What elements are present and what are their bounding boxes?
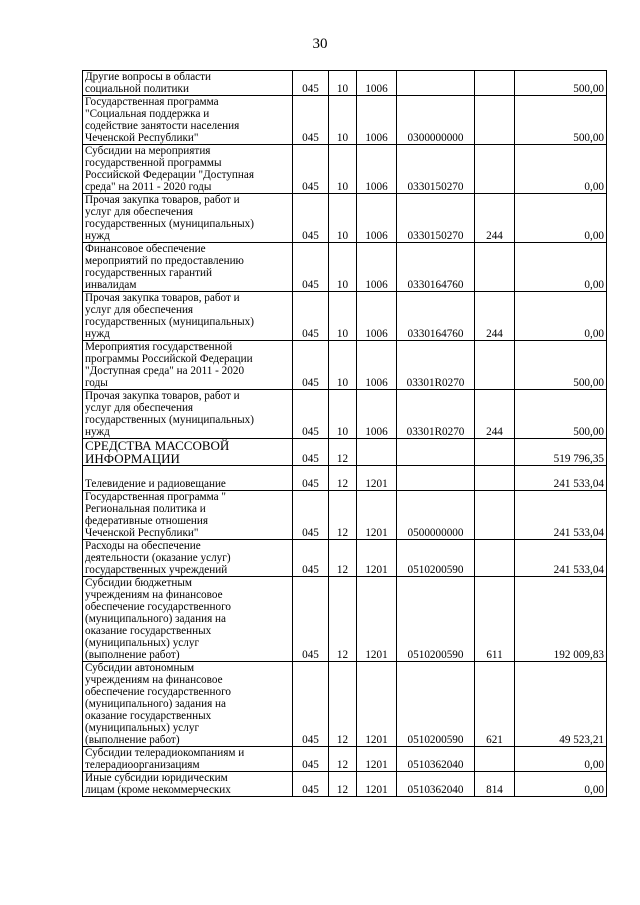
row-gr-cell: 045 [293, 662, 329, 747]
row-cs-cell: 03301R0270 [397, 390, 475, 439]
row-name-cell: Иные субсидии юридическим лицам (кроме некоммерческих [83, 772, 293, 797]
row-vr-cell: 814 [475, 772, 515, 797]
row-rz-cell: 12 [329, 772, 357, 797]
row-sum-cell: 0,00 [515, 772, 607, 797]
row-pr-cell: 1201 [357, 772, 397, 797]
row-vr-cell [475, 96, 515, 145]
row-vr-cell [475, 466, 515, 491]
row-cs-cell: 0330150270 [397, 145, 475, 194]
row-vr-cell [475, 243, 515, 292]
row-cs-cell: 0300000000 [397, 96, 475, 145]
row-sum-cell: 241 533,04 [515, 491, 607, 540]
row-sum-cell: 500,00 [515, 341, 607, 390]
row-rz-cell: 12 [329, 577, 357, 662]
row-cs-cell: 0510200590 [397, 662, 475, 747]
table-row [83, 96, 607, 145]
row-pr-cell: 1201 [357, 662, 397, 747]
row-gr-cell: 045 [293, 491, 329, 540]
row-cs-cell: 0500000000 [397, 491, 475, 540]
row-vr-cell [475, 71, 515, 96]
table-row [83, 439, 607, 466]
row-sum-cell: 192 009,83 [515, 577, 607, 662]
row-name-cell: СРЕДСТВА МАССОВОЙ ИНФОРМАЦИИ [83, 439, 293, 466]
row-vr-cell [475, 439, 515, 466]
row-gr-cell: 045 [293, 577, 329, 662]
row-gr-cell: 045 [293, 194, 329, 243]
row-vr-cell [475, 341, 515, 390]
row-gr-cell: 045 [293, 145, 329, 194]
row-gr-cell: 045 [293, 439, 329, 466]
row-pr-cell: 1006 [357, 145, 397, 194]
row-cs-cell: 0510362040 [397, 747, 475, 772]
table-row [83, 466, 607, 491]
row-name-cell: Телевидение и радиовещание [83, 466, 293, 491]
table-row [83, 390, 607, 439]
row-pr-cell: 1006 [357, 390, 397, 439]
row-sum-cell: 0,00 [515, 747, 607, 772]
row-sum-cell: 500,00 [515, 390, 607, 439]
row-pr-cell: 1006 [357, 243, 397, 292]
row-pr-cell: 1006 [357, 194, 397, 243]
row-pr-cell: 1201 [357, 540, 397, 577]
row-vr-cell: 244 [475, 292, 515, 341]
row-gr-cell: 045 [293, 292, 329, 341]
row-name-cell: Государственная программа "Социальная поддержка и содействие занятости населения Чеченской Республики" [83, 96, 293, 145]
page-number: 30 [312, 36, 328, 52]
row-cs-cell: 0510200590 [397, 577, 475, 662]
row-vr-cell [475, 747, 515, 772]
row-gr-cell: 045 [293, 540, 329, 577]
row-gr-cell: 045 [293, 71, 329, 96]
row-rz-cell: 10 [329, 341, 357, 390]
row-rz-cell: 10 [329, 292, 357, 341]
row-cs-cell [397, 71, 475, 96]
row-vr-cell [475, 145, 515, 194]
row-pr-cell: 1006 [357, 96, 397, 145]
row-name-cell: Прочая закупка товаров, работ и услуг для обеспечения государственных (муниципальных) нужд [83, 390, 293, 439]
row-pr-cell: 1201 [357, 466, 397, 491]
row-name-cell: Субсидии бюджетным учреждениям на финансовое обеспечение государственного (муниципального) задания на оказание государственных (муниципальных) услуг (выполнение работ) [83, 577, 293, 662]
row-rz-cell: 12 [329, 466, 357, 491]
table-row [83, 747, 607, 772]
table-row [83, 292, 607, 341]
row-pr-cell: 1201 [357, 577, 397, 662]
row-pr-cell: 1201 [357, 747, 397, 772]
row-name-cell: Субсидии на мероприятия государственной программы Российской Федерации "Доступная среда" на 2011 - 2020 годы [83, 145, 293, 194]
row-sum-cell: 241 533,04 [515, 540, 607, 577]
row-rz-cell: 12 [329, 662, 357, 747]
row-gr-cell: 045 [293, 747, 329, 772]
table-row [83, 772, 607, 797]
row-gr-cell: 045 [293, 466, 329, 491]
row-cs-cell: 0330164760 [397, 292, 475, 341]
table-row [83, 145, 607, 194]
table-row [83, 341, 607, 390]
row-pr-cell: 1201 [357, 491, 397, 540]
row-sum-cell: 241 533,04 [515, 466, 607, 491]
row-sum-cell: 0,00 [515, 292, 607, 341]
row-rz-cell: 12 [329, 491, 357, 540]
row-vr-cell: 244 [475, 194, 515, 243]
row-pr-cell: 1006 [357, 341, 397, 390]
table-row [83, 194, 607, 243]
table-row [83, 71, 607, 96]
row-cs-cell [397, 466, 475, 491]
row-sum-cell: 519 796,35 [515, 439, 607, 466]
row-name-cell: Прочая закупка товаров, работ и услуг для обеспечения государственных (муниципальных) нужд [83, 292, 293, 341]
budget-table-body [83, 71, 607, 797]
row-sum-cell: 0,00 [515, 145, 607, 194]
row-name-cell: Государственная программа " Региональная политика и федеративные отношения Чеченской Республики" [83, 491, 293, 540]
row-gr-cell: 045 [293, 243, 329, 292]
row-cs-cell: 0510362040 [397, 772, 475, 797]
table-row [83, 491, 607, 540]
row-pr-cell: 1006 [357, 71, 397, 96]
table-row [83, 577, 607, 662]
row-pr-cell [357, 439, 397, 466]
table-row [83, 540, 607, 577]
row-name-cell: Субсидии телерадиокомпаниям и телерадиоорганизациям [83, 747, 293, 772]
row-cs-cell: 0510200590 [397, 540, 475, 577]
row-sum-cell: 500,00 [515, 96, 607, 145]
row-vr-cell: 611 [475, 577, 515, 662]
row-rz-cell: 10 [329, 194, 357, 243]
row-vr-cell: 621 [475, 662, 515, 747]
row-vr-cell: 244 [475, 390, 515, 439]
row-name-cell: Мероприятия государственной программы Российской Федерации "Доступная среда" на 2011 - 2020 годы [83, 341, 293, 390]
row-rz-cell: 10 [329, 96, 357, 145]
row-sum-cell: 500,00 [515, 71, 607, 96]
row-sum-cell: 49 523,21 [515, 662, 607, 747]
row-gr-cell: 045 [293, 772, 329, 797]
row-rz-cell: 10 [329, 390, 357, 439]
row-name-cell: Субсидии автономным учреждениям на финансовое обеспечение государственного (муниципального) задания на оказание государственных (муниципальных) услуг (выполнение работ) [83, 662, 293, 747]
row-gr-cell: 045 [293, 390, 329, 439]
row-rz-cell: 10 [329, 243, 357, 292]
row-name-cell: Расходы на обеспечение деятельности (оказание услуг) государственных учреждений [83, 540, 293, 577]
row-name-cell: Финансовое обеспечение мероприятий по предоставлению государственных гарантий инвалидам [83, 243, 293, 292]
row-sum-cell: 0,00 [515, 194, 607, 243]
row-gr-cell: 045 [293, 96, 329, 145]
row-sum-cell: 0,00 [515, 243, 607, 292]
row-vr-cell [475, 491, 515, 540]
row-rz-cell: 10 [329, 71, 357, 96]
row-rz-cell: 12 [329, 540, 357, 577]
row-cs-cell [397, 439, 475, 466]
row-name-cell: Другие вопросы в области социальной политики [83, 71, 293, 96]
row-vr-cell [475, 540, 515, 577]
table-row [83, 662, 607, 747]
row-cs-cell: 0330164760 [397, 243, 475, 292]
row-cs-cell: 03301R0270 [397, 341, 475, 390]
table-row [83, 243, 607, 292]
row-pr-cell: 1006 [357, 292, 397, 341]
budget-table [82, 70, 607, 797]
row-name-cell: Прочая закупка товаров, работ и услуг для обеспечения государственных (муниципальных) нужд [83, 194, 293, 243]
row-rz-cell: 12 [329, 747, 357, 772]
row-gr-cell: 045 [293, 341, 329, 390]
row-rz-cell: 10 [329, 145, 357, 194]
row-rz-cell: 12 [329, 439, 357, 466]
row-cs-cell: 0330150270 [397, 194, 475, 243]
